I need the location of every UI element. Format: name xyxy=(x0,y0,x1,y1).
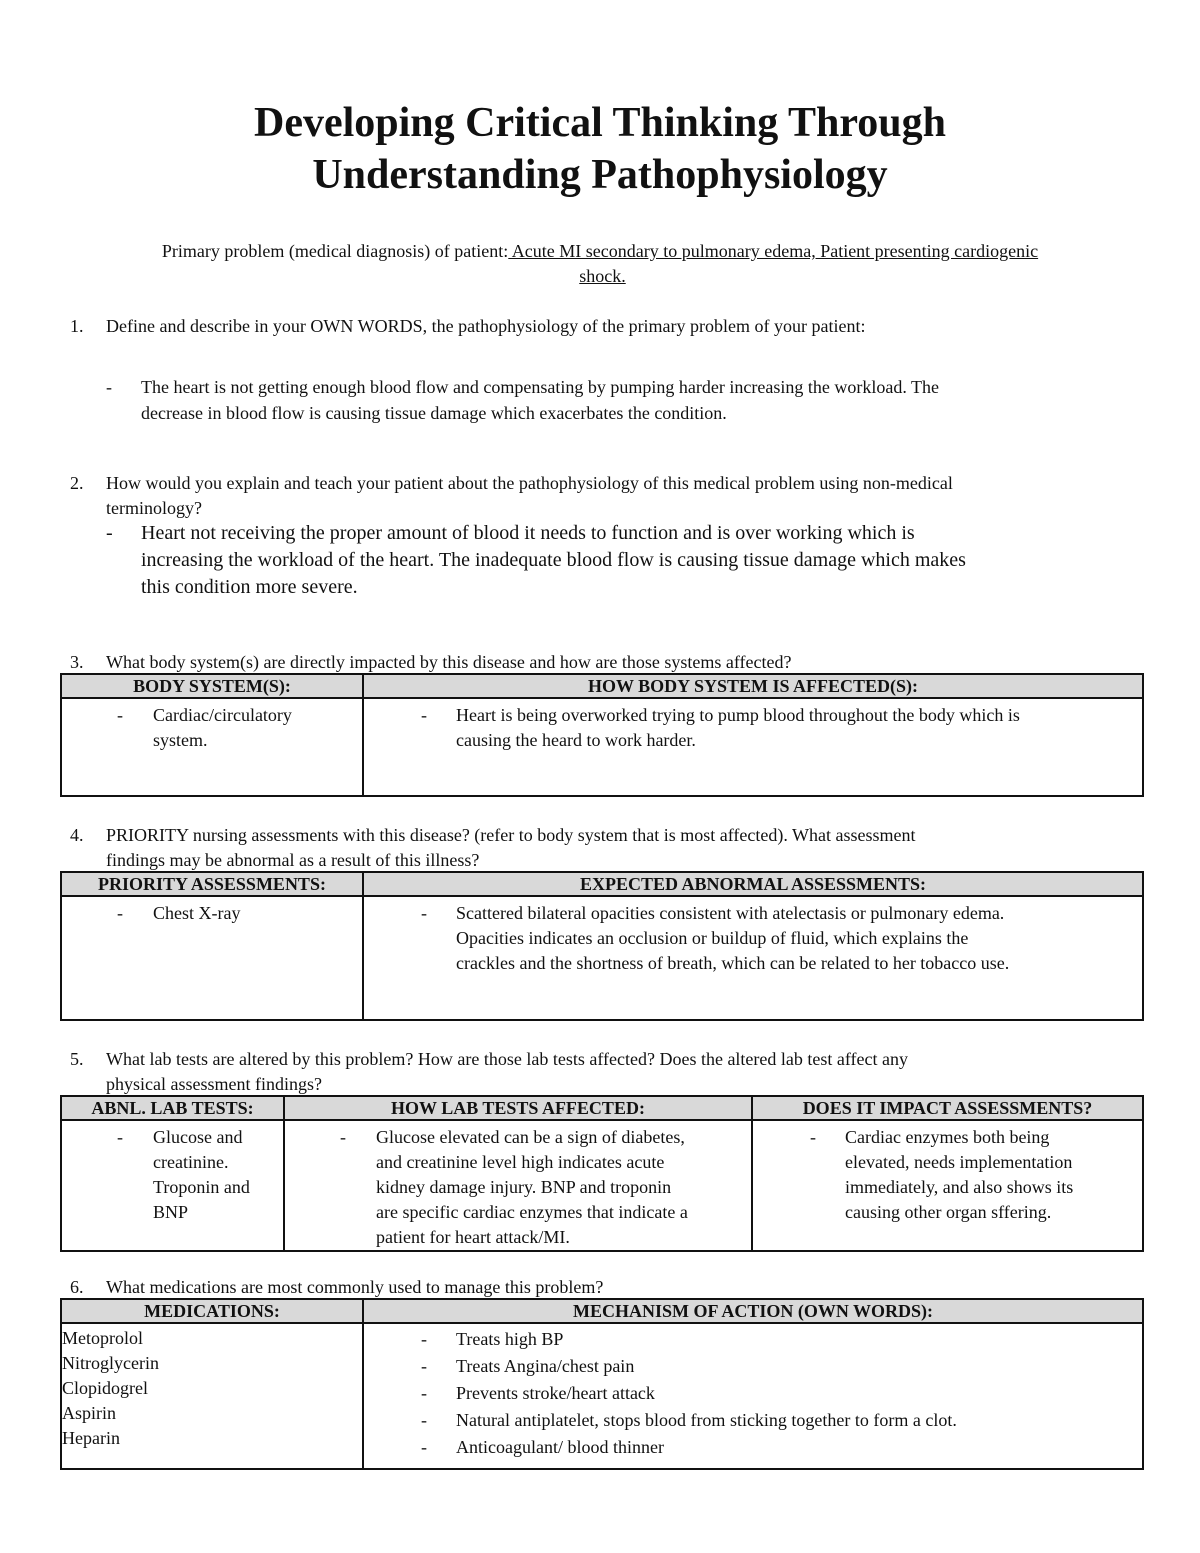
mechanism-text: Treats high BP xyxy=(456,1329,564,1349)
medications-table xyxy=(60,1298,1144,1470)
expected-abnormal-line-1: Scattered bilateral opacities consistent with atelectasis or pulmonary edema. xyxy=(456,903,1005,923)
primary-problem-value-1: Acute MI secondary to pulmonary edema, Patient presenting cardiogenic xyxy=(508,241,1039,261)
q5-number: 5. xyxy=(70,1049,84,1069)
mechanism-header: MECHANISM OF ACTION (OWN WORDS): xyxy=(363,1299,1143,1323)
lab-affected-line-4: are specific cardiac enzymes that indicate a xyxy=(376,1202,688,1222)
priority-assessments-table xyxy=(60,871,1144,1021)
lab-affected-cell xyxy=(284,1120,752,1251)
q5-question-line-1: What lab tests are altered by this problem? How are those lab tests affected? Does the altered lab test affect any xyxy=(106,1049,909,1069)
q3-number: 3. xyxy=(70,652,84,672)
mechanism-text: Natural antiplatelet, stops blood from sticking together to form a clot. xyxy=(456,1410,957,1430)
q6-question: What medications are most commonly used to manage this problem? xyxy=(106,1277,604,1297)
impact-line-1: Cardiac enzymes both being xyxy=(845,1127,1050,1147)
q2-dash: - xyxy=(106,522,113,544)
medication-item: Metoprolol xyxy=(62,1328,143,1348)
expected-abnormal-line-2: Opacities indicates an occlusion or buildup of fluid, which explains the xyxy=(456,928,969,948)
how-affected-line-1: Heart is being overworked trying to pump blood throughout the body which is xyxy=(456,705,1020,725)
q3-question: What body system(s) are directly impacted by this disease and how are those systems affected? xyxy=(106,652,792,672)
impact-line-3: immediately, and also shows its xyxy=(845,1177,1074,1197)
expected-abnormal-line-3: crackles and the shortness of breath, which can be related to her tobacco use. xyxy=(456,953,1010,973)
lab-tests-cell xyxy=(61,1120,284,1251)
title-line-1: Developing Critical Thinking Through xyxy=(253,100,946,146)
impact-line-4: causing other organ sffering. xyxy=(845,1202,1052,1222)
q2-question-line-2: terminology? xyxy=(106,498,202,518)
q5-question-line-2: physical assessment findings? xyxy=(106,1074,322,1094)
mechanism-item xyxy=(421,1353,1142,1380)
how-affected-header: HOW BODY SYSTEM IS AFFECTED(S): xyxy=(363,674,1143,698)
mechanism-text: Prevents stroke/heart attack xyxy=(456,1383,655,1403)
mechanism-dash: - xyxy=(421,1356,427,1376)
q1-answer-line-2: decrease in blood flow is causing tissue damage which exacerbates the condition. xyxy=(141,403,727,423)
body-system-text xyxy=(153,703,362,753)
mechanism-dash: - xyxy=(421,1383,427,1403)
q2-answer-line-2: increasing the workload of the heart. The inadequate blood flow is causing tissue damage which makes xyxy=(141,549,966,571)
q6-number: 6. xyxy=(70,1277,84,1297)
mechanism-item xyxy=(421,1434,1142,1461)
lab-tests-dash: - xyxy=(117,1127,123,1147)
q2-answer-line-3: this condition more severe. xyxy=(141,576,358,598)
q2-number: 2. xyxy=(70,473,84,493)
how-affected-text xyxy=(456,703,1142,753)
medication-item: Heparin xyxy=(62,1428,120,1448)
lab-tests-table xyxy=(60,1095,1144,1252)
q1-dash: - xyxy=(106,377,112,397)
expected-abnormal-cell xyxy=(363,896,1143,1020)
abnl-lab-tests-header: ABNL. LAB TESTS: xyxy=(61,1096,284,1120)
medications-header: MEDICATIONS: xyxy=(61,1299,363,1323)
q4-number: 4. xyxy=(70,825,84,845)
medication-item: Aspirin xyxy=(62,1403,116,1423)
q1-number: 1. xyxy=(70,316,84,336)
q4-question-line-2: findings may be abnormal as a result of this illness? xyxy=(106,850,480,870)
lab-test-line-1: Glucose and xyxy=(153,1127,243,1147)
expected-abnormal-dash: - xyxy=(421,903,427,923)
impact-cell xyxy=(752,1120,1143,1251)
title-line-2: Understanding Pathophysiology xyxy=(312,152,888,198)
mechanism-dash: - xyxy=(421,1329,427,1349)
mechanism-dash: - xyxy=(421,1410,427,1430)
expected-abnormal-text xyxy=(456,901,1142,976)
body-system-line-1: Cardiac/circulatory xyxy=(153,705,292,725)
medication-item: Nitroglycerin xyxy=(62,1353,159,1373)
primary-problem-label: Primary problem (medical diagnosis) of patient: xyxy=(161,241,509,261)
q2-question-line-1: How would you explain and teach your patient about the pathophysiology of this medical problem using non-medical xyxy=(106,473,953,493)
impact-line-2: elevated, needs implementation xyxy=(845,1152,1073,1172)
mechanism-dash: - xyxy=(421,1437,427,1457)
mechanism-text: Anticoagulant/ blood thinner xyxy=(456,1437,664,1457)
primary-problem-line-2 xyxy=(0,264,1200,289)
mechanism-cell xyxy=(363,1323,1143,1469)
primary-problem-line-1 xyxy=(0,239,1200,264)
q4-question-line-1: PRIORITY nursing assessments with this disease? (refer to body system that is most affected). What assessment xyxy=(106,825,916,845)
medication-item: Clopidogrel xyxy=(62,1378,148,1398)
q1-question: Define and describe in your OWN WORDS, the pathophysiology of the primary problem of your patient: xyxy=(106,316,866,336)
body-system-dash: - xyxy=(117,705,123,725)
q2-answer-line-1: Heart not receiving the proper amount of blood it needs to function and is over working which is xyxy=(141,522,915,544)
lab-test-line-3: Troponin and xyxy=(153,1177,250,1197)
mechanism-item xyxy=(421,1326,1142,1353)
body-system-cell xyxy=(61,698,363,796)
impact-dash: - xyxy=(810,1127,816,1147)
body-system-line-2: system. xyxy=(153,730,208,750)
lab-affected-dash: - xyxy=(340,1127,346,1147)
body-system-header: BODY SYSTEM(S): xyxy=(61,674,363,698)
mechanism-item xyxy=(421,1380,1142,1407)
how-affected-dash: - xyxy=(421,705,427,725)
mechanism-item xyxy=(421,1407,1142,1434)
priority-assessment-text: Chest X-ray xyxy=(153,903,241,923)
impact-text xyxy=(845,1125,1142,1225)
lab-affected-text xyxy=(376,1125,751,1250)
impact-assessments-header: DOES IT IMPACT ASSESSMENTS? xyxy=(752,1096,1143,1120)
priority-assessments-header: PRIORITY ASSESSMENTS: xyxy=(61,872,363,896)
q1-answer-line-1: The heart is not getting enough blood flow and compensating by pumping harder increasing the workload. The xyxy=(141,377,939,397)
primary-problem-value-2: shock. xyxy=(579,266,626,286)
priority-assessment-dash: - xyxy=(117,903,123,923)
lab-affected-line-5: patient for heart attack/MI. xyxy=(376,1227,570,1247)
lab-affected-line-1: Glucose elevated can be a sign of diabetes, xyxy=(376,1127,685,1147)
lab-affected-line-2: and creatinine level high indicates acute xyxy=(376,1152,665,1172)
how-lab-tests-affected-header: HOW LAB TESTS AFFECTED: xyxy=(284,1096,752,1120)
body-systems-table xyxy=(60,673,1144,797)
how-affected-line-2: causing the heard to work harder. xyxy=(456,730,696,750)
priority-assessment-cell xyxy=(61,896,363,1020)
mechanism-text: Treats Angina/chest pain xyxy=(456,1356,635,1376)
lab-test-line-2: creatinine. xyxy=(153,1152,229,1172)
lab-affected-line-3: kidney damage injury. BNP and troponin xyxy=(376,1177,672,1197)
lab-test-line-4: BNP xyxy=(153,1202,189,1222)
how-affected-cell xyxy=(363,698,1143,796)
medications-cell xyxy=(61,1323,363,1469)
expected-abnormal-header: EXPECTED ABNORMAL ASSESSMENTS: xyxy=(363,872,1143,896)
lab-tests-text xyxy=(153,1125,283,1225)
